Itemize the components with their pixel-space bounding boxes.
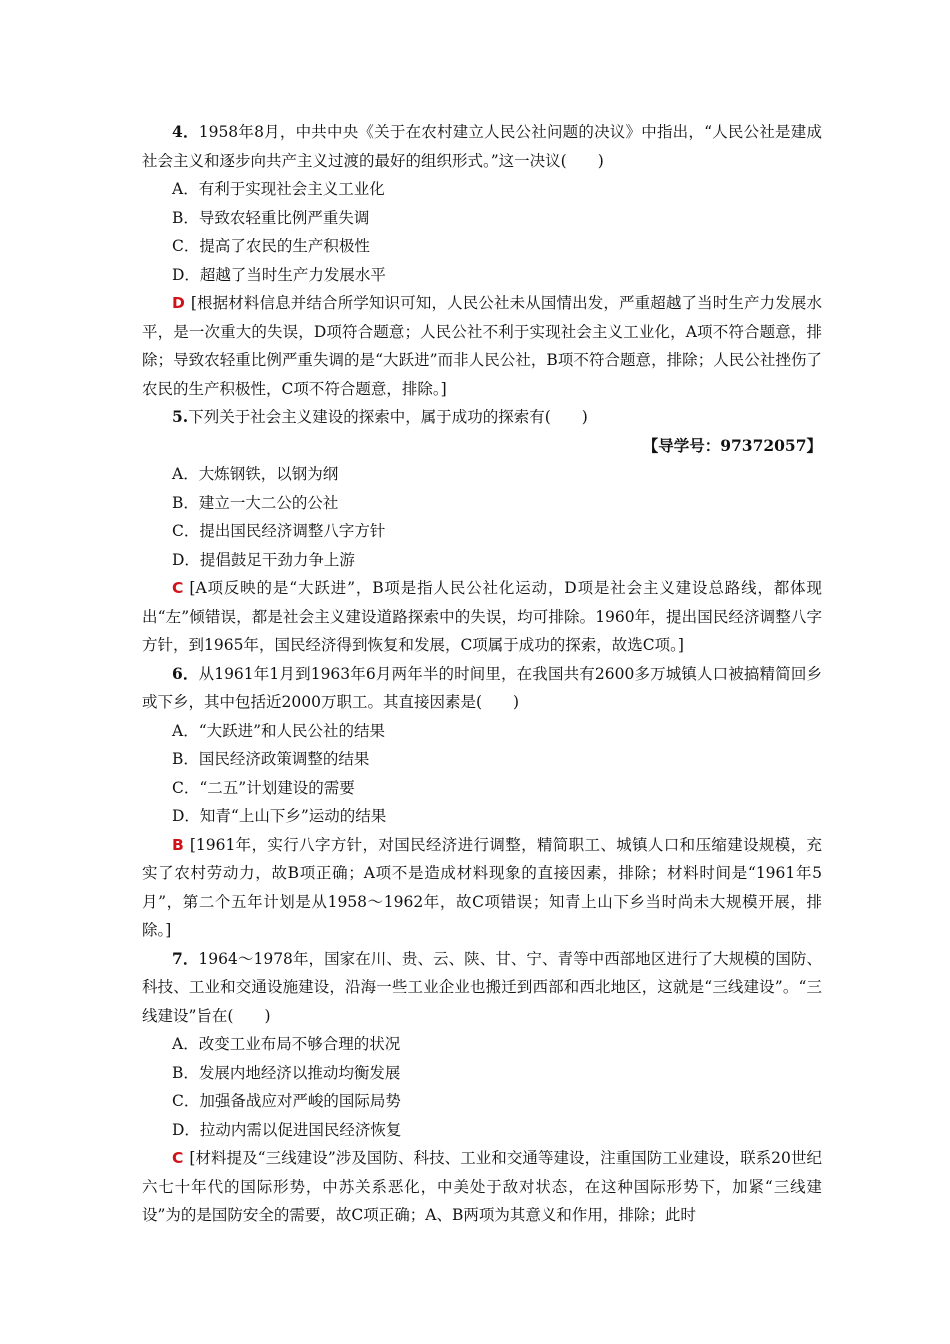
option-a: A．“大跃进”和人民公社的结果	[172, 721, 386, 740]
question-stem: 5.下列关于社会主义建设的探索中，属于成功的探索有( )	[172, 407, 588, 426]
option-a: A．改变工业布局不够合理的状况	[172, 1035, 401, 1053]
option-b: B．建立一大二公的公社	[172, 493, 339, 512]
question-number: 4．	[172, 122, 199, 141]
option-b: B．国民经济政策调整的结果	[172, 750, 370, 768]
answer-explanation: B [1961年，实行八字方针，对国民经济进行调整，精简职工、城镇人口和压缩建设规模，充实了农村劳动力，故B项正确；A项不是造成材料现象的直接因素，排除；材料时间是“1961年5月”，第二个五年计划是从1958～1962年，故C项错误；知青上山下乡当时尚未大规模开展，排除。]	[142, 835, 822, 939]
option-a: A．有利于实现社会主义工业化	[172, 180, 385, 198]
document-page	[142, 118, 822, 1230]
question-6	[142, 660, 822, 945]
option-a: A．大炼钢铁，以钢为纲	[172, 465, 339, 483]
answer-letter: B	[172, 835, 184, 854]
answer-explanation: C [A项反映的是“大跃进”，B项是指人民公社化运动，D项是社会主义建设总路线，都体现出“左”倾错误，都是社会主义建设道路探索中的失误，均可排除。1960年，提出国民经济调整八字方针，到1965年，国民经济得到恢复和发展，C项属于成功的探索，故选C项。]	[142, 579, 822, 654]
option-c: C．“二五”计划建设的需要	[172, 778, 355, 797]
question-stem: 6．从1961年1月到1963年6月两年半的时间里，在我国共有2600多万城镇人口被搞精简回乡或下乡，其中包括近2000万职工。其直接因素是( )	[142, 663, 822, 711]
question-4	[142, 118, 822, 403]
option-d: D．知青“上山下乡”运动的结果	[172, 807, 387, 825]
answer-letter: C	[172, 1149, 184, 1167]
option-b: B．导致农轻重比例严重失调	[172, 208, 370, 227]
option-c: C．提出国民经济调整八字方针	[172, 522, 386, 540]
answer-explanation: D [根据材料信息并结合所学知识可知，人民公社未从国情出发，严重超越了当时生产力发展水平，是一次重大的失误，D项符合题意；人民公社不利于实现社会主义工业化，A项不符合题意，排除；导致农轻重比例严重失调的是“大跃进”而非人民公社，B项不符合题意，排除；人民公社挫伤了农民的生产积极性，C项不符合题意，排除。]	[142, 294, 822, 398]
option-c: C．提高了农民的生产积极性	[172, 237, 370, 255]
question-number: 6．	[172, 663, 199, 683]
option-d: D．提倡鼓足干劲力争上游	[172, 550, 355, 569]
question-7	[142, 945, 822, 1230]
answer-explanation: C [材料提及“三线建设”涉及国防、科技、工业和交通等建设，注重国防工业建设，联系20世纪六七十年代的国际形势，中苏关系恶化，中美处于敌对状态，在这种国际形势下，加紧“三线建设”为的是国防安全的需要，故C项正确；A、B两项为其意义和作用，排除；此时	[142, 1149, 822, 1224]
option-d: D．拉动内需以促进国民经济恢复	[172, 1120, 402, 1139]
answer-letter: D	[172, 294, 185, 312]
option-b: B．发展内地经济以推动均衡发展	[172, 1063, 401, 1082]
guide-number: 【导学号：97372057】	[642, 435, 822, 455]
question-stem: 4．1958年8月，中共中央《关于在农村建立人民公社问题的决议》中指出，“人民公社是建成社会主义和逐步向共产主义过渡的最好的组织形式。”这一决议( )	[142, 122, 822, 170]
question-number: 5.	[172, 407, 189, 426]
question-number: 7．	[172, 948, 199, 968]
question-stem: 7．1964～1978年，国家在川、贵、云、陕、甘、宁、青等中西部地区进行了大规模的国防、科技、工业和交通设施建设，沿海一些工业企业也搬迁到西部和西北地区，这就是“三线建设”。“三线建设”旨在( )	[142, 948, 822, 1025]
option-c: C．加强备战应对严峻的国际局势	[172, 1092, 401, 1110]
option-d: D．超越了当时生产力发展水平	[172, 265, 386, 284]
answer-letter: C	[172, 579, 184, 597]
question-5	[142, 403, 822, 660]
